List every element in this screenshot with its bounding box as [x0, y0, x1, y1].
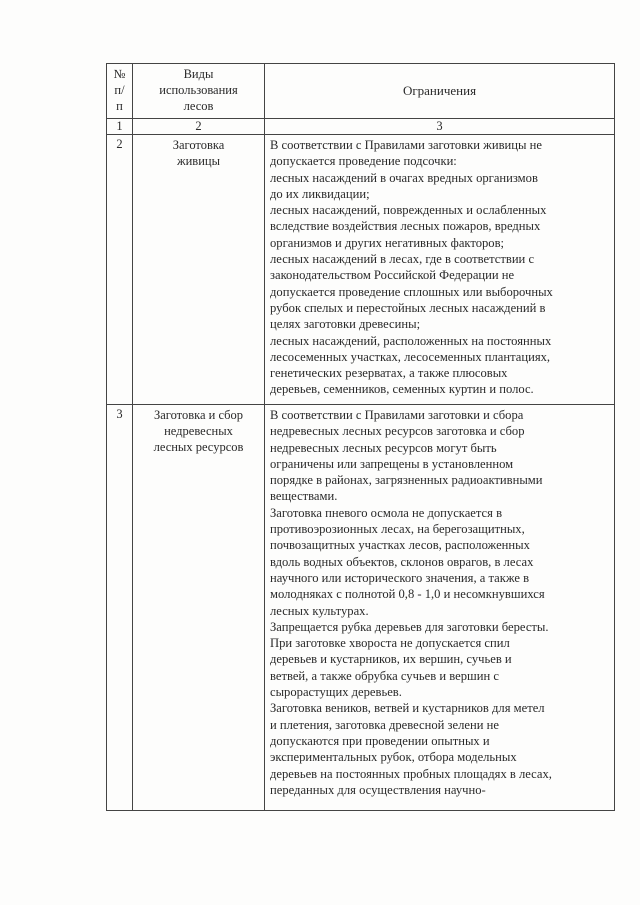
row-kind-cell	[133, 405, 265, 811]
row-number-cell: 3	[107, 405, 133, 811]
row-restrictions-text: В соответствии с Правилами заготовки и сбора недревесных лесных ресурсов заготовка и сбор недревесных лесных ресурсов могут быть ограничены или запрещены в установленном порядке в районах, загрязненных радиоактивными веществами. Заготовка пневого осмола не допускается в противоэрозионных лесах, на берегозащитных, почвозащитных участках лесов, расположенных вдоль водных объектов, склонов оврагов, в лесах научного или исторического значения, а также в молодняках с полнотой 0,8 - 1,0 и несомкнувшихся лесных культурах. Запрещается рубка деревьев для заготовки бересты. При заготовке хвороста не допускается спил деревьев и кустарников, их вершин, сучьев и ветвей, а также обрубка сучьев и вершин с сырорастущих деревьев. Заготовка веников, ветвей и кустарников для метел и плетения, заготовка древесной зелени не допускаются при проведении опытных и экспериментальных рубок, отбора модельных деревьев на постоянных пробных площадях в лесах, переданных для осуществления научно-	[270, 408, 552, 797]
column-index-cell: 3	[265, 119, 615, 135]
header-number-label: № п/ п	[113, 67, 126, 113]
row-kind-label: Заготовка и сбор недревесных лесных ресурсов	[153, 408, 244, 454]
column-index-row	[107, 119, 615, 135]
header-number-cell	[107, 64, 133, 119]
row-restrictions-text: В соответствии с Правилами заготовки живицы не допускается проведение подсочки: лесных насаждений в очагах вредных организмов до их ликвидации; лесных насаждений, поврежденных и ослабленных вследствие воздействия лесных пожаров, вредных организмов и других негативных факторов; лесных насаждений в лесах, где в соответствии с законодательством Российской Федерации не допускается проведение сплошных или выборочных рубок спелых и перестойных лесных насаждений в целях заготовки древесины; лесных насаждений, расположенных на постоянных лесосеменных участках, лесосеменных плантациях, генетических резерватах, а также плюсовых деревьев, семенников, семенных куртин и полос.	[270, 138, 553, 397]
table-header-row	[107, 64, 615, 119]
column-index-cell: 2	[133, 119, 265, 135]
restrictions-table	[106, 63, 615, 811]
row-number-cell: 2	[107, 135, 133, 405]
header-kind-label: Виды использования лесов	[159, 67, 238, 113]
header-restrictions-label: Ограничения	[402, 83, 477, 98]
column-index-cell: 1	[107, 119, 133, 135]
header-kind-cell	[133, 64, 265, 119]
row-kind-label: Заготовка живицы	[172, 138, 225, 168]
table-row	[107, 405, 615, 811]
row-kind-cell	[133, 135, 265, 405]
table-row	[107, 135, 615, 405]
header-restrictions-cell	[265, 64, 615, 119]
row-restrictions-cell	[265, 135, 615, 405]
row-restrictions-cell	[265, 405, 615, 811]
